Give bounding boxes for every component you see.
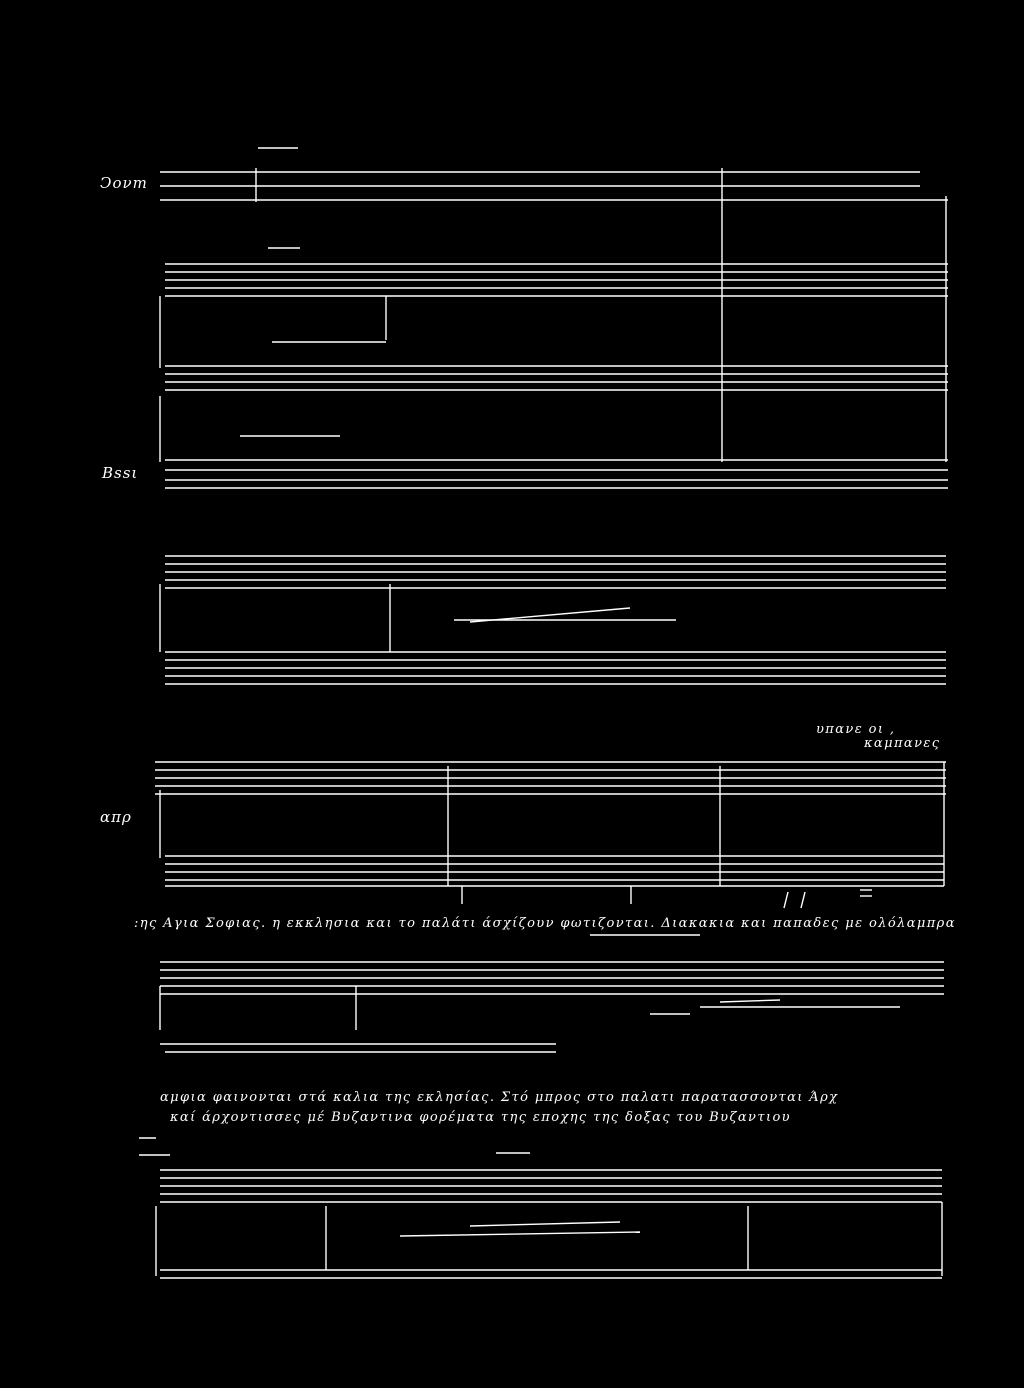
part-label-third: απρ bbox=[100, 808, 132, 826]
lyric-line-2: αμφια φαινονται στά καλια της εκλησίας. Στό μπρος στο παλατι παρατασσονται Άρχ bbox=[160, 1090, 839, 1105]
lyric-line-1: :ης Αγια Σοφιας. η εκκλησια και το παλάτι άσχίζουν φωτιζονται. Διακακια και παπαδες με ολόλαμπρα bbox=[134, 916, 956, 931]
lyric-line-3: καί άρχοντισσες μέ Βυζαντινα φορέματα της εποχης της δοξας του Βυζαντιου bbox=[170, 1110, 791, 1125]
annotation-right-1: υπανε οι , bbox=[816, 722, 896, 737]
part-label-top: Ͻονт bbox=[100, 174, 148, 192]
annotation-right-2: καμπανες bbox=[864, 736, 941, 751]
part-label-bass: Βssι bbox=[102, 464, 139, 482]
